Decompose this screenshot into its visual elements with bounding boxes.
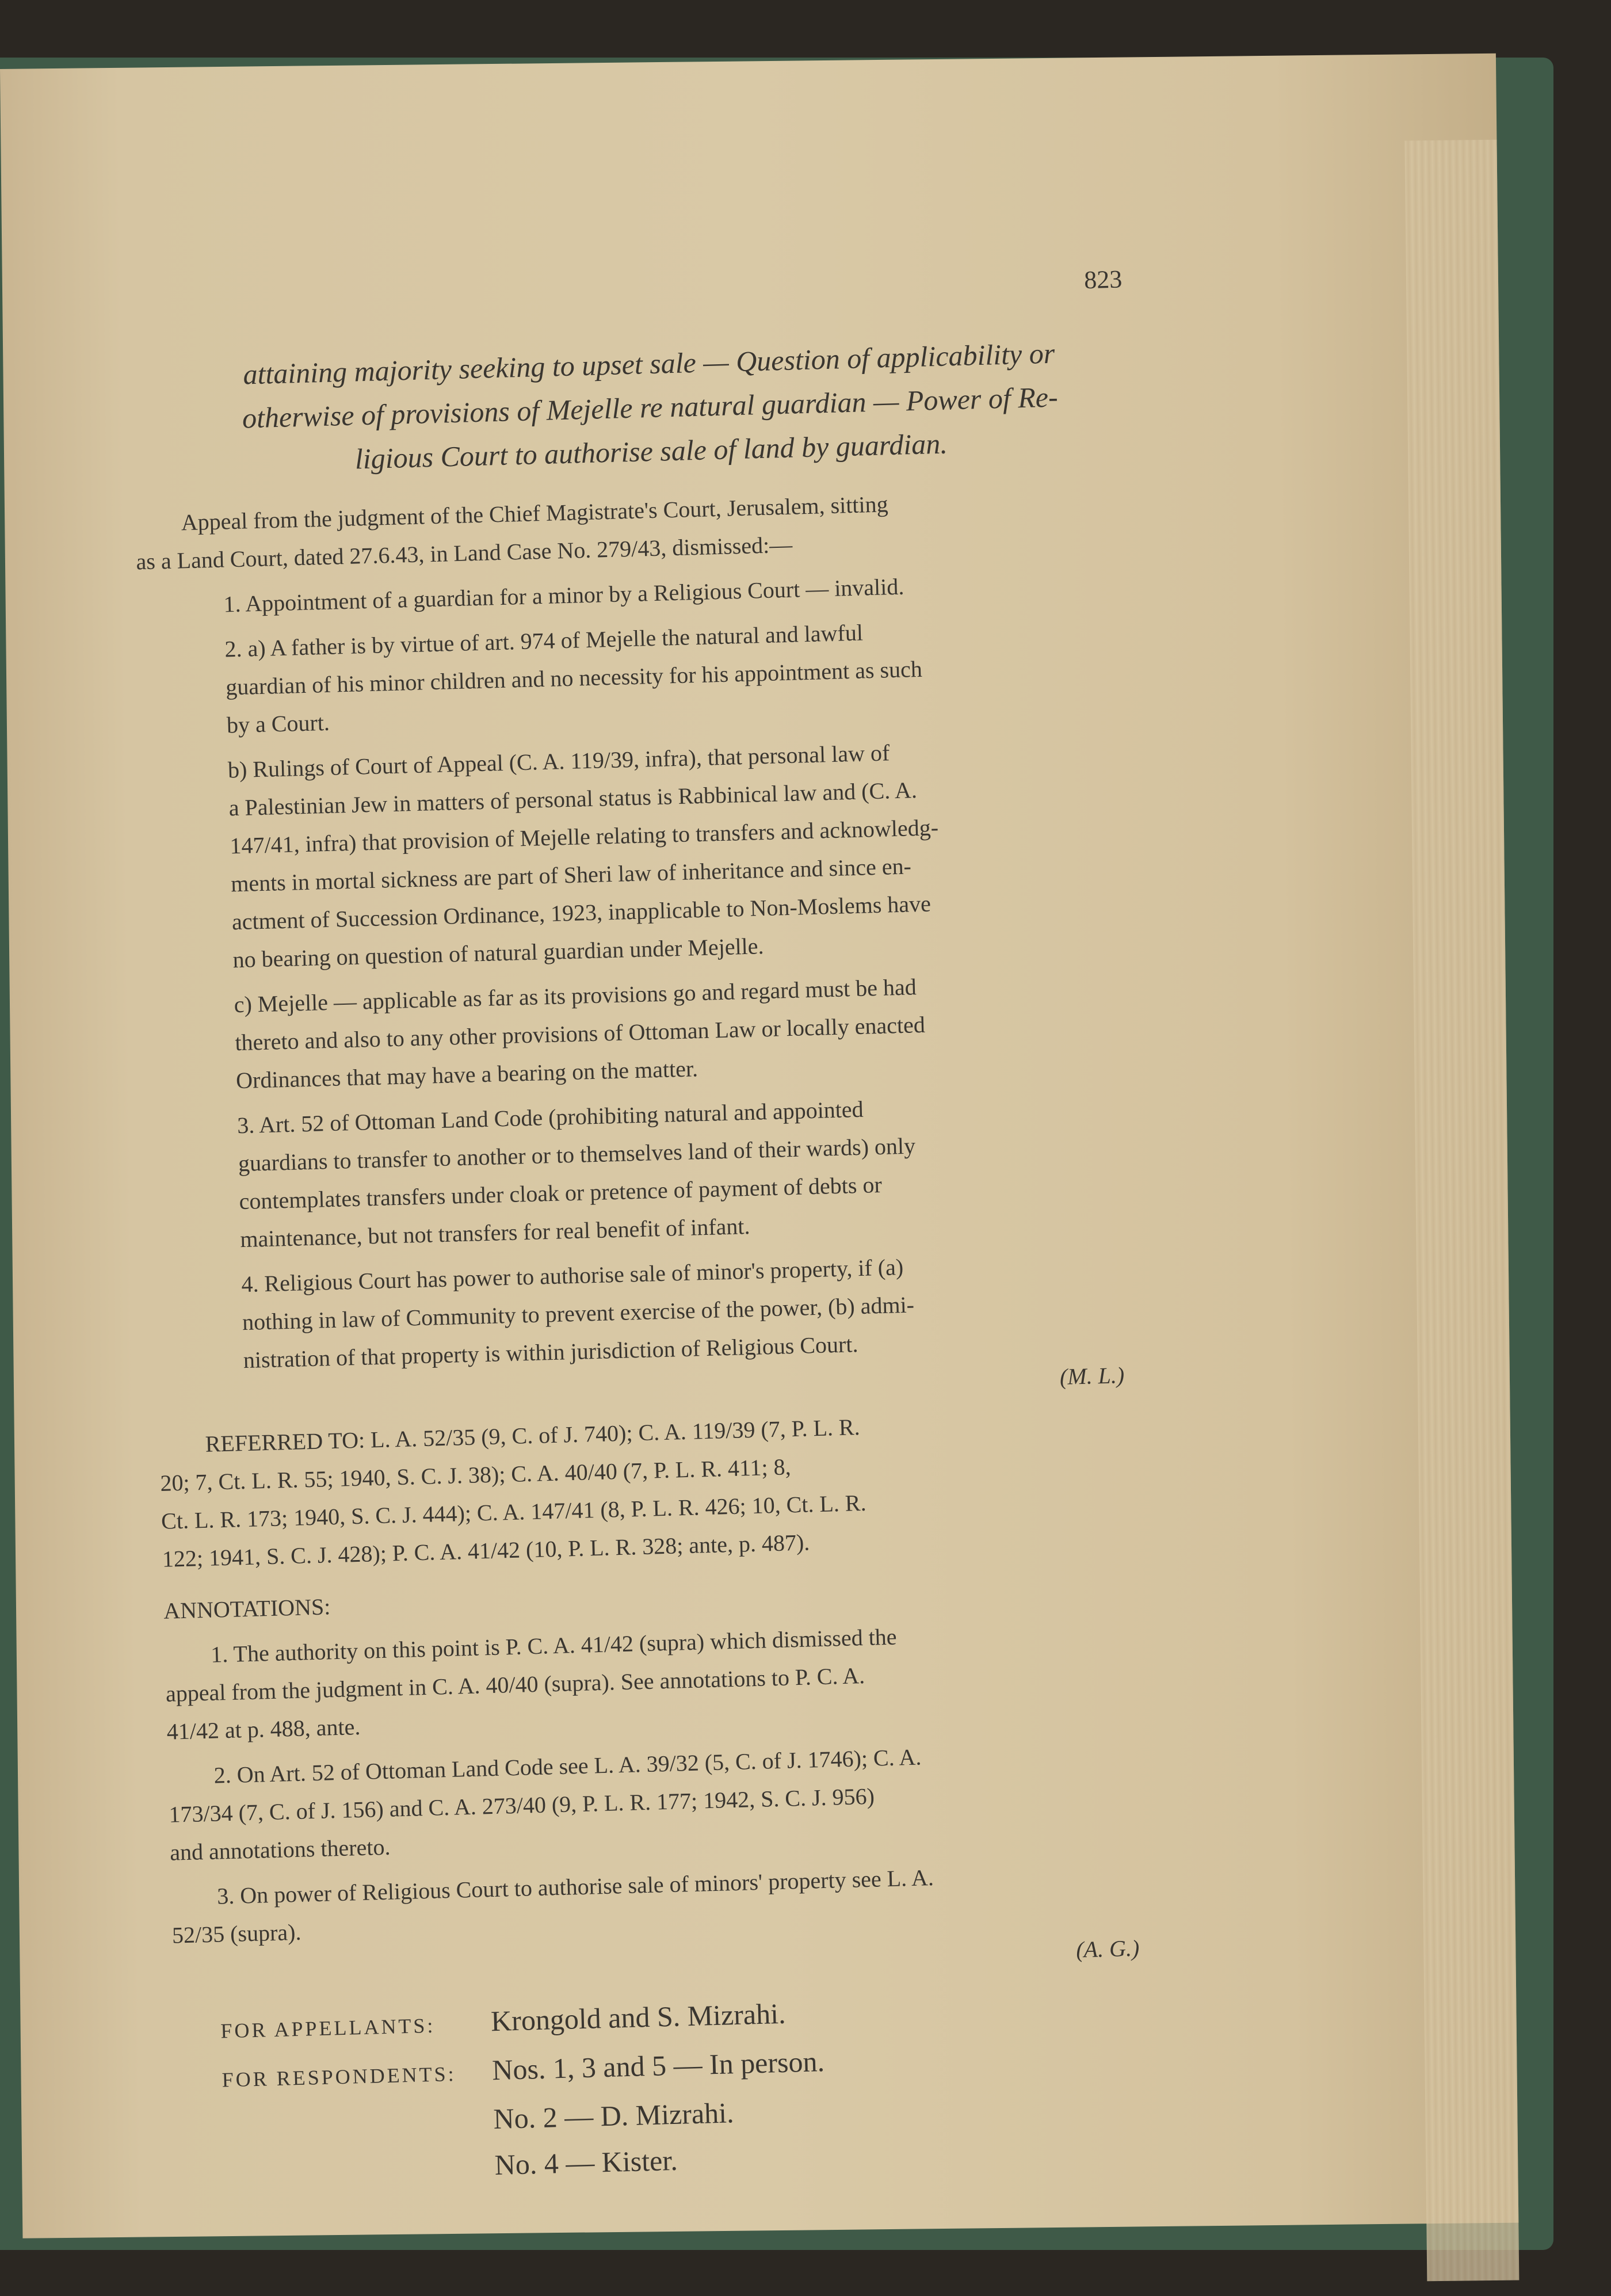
- annotation-line: 52/35 (supra).: [171, 1919, 301, 1948]
- referred-line: 20; 7, Ct. L. R. 55; 1940, S. C. J. 38); C. A. 40/40 (7, P. L. R. 411; 8,: [159, 1454, 792, 1496]
- referred-line: REFERRED TO: L. A. 52/35 (9, C. of J. 740); C. A. 119/39 (7, P. L. R.: [205, 1414, 861, 1457]
- holding-line: by a Court.: [226, 709, 330, 738]
- headnote-line: ligious Court to authorise sale of land by guardian.: [354, 427, 948, 475]
- respondents-line: No. 4 — Kister.: [494, 2144, 678, 2181]
- annotation-line: 3. On power of Religious Court to authorise sale of minors' property see L. A.: [216, 1864, 934, 1909]
- holding-3: [150, 1082, 1189, 1261]
- holdings-initials: (M. L.): [1059, 1362, 1125, 1390]
- respondents-names: Nos. 1, 3 and 5 — In person.: [491, 2045, 825, 2087]
- body: [135, 478, 1214, 2196]
- appellants-label: FOR APPELLANTS:: [220, 2013, 436, 2043]
- referred-line: Ct. L. R. 173; 1940, S. C. J. 444); C. A. 147/41 (8, P. L. R. 426; 10, Ct. L. R.: [161, 1489, 867, 1534]
- annotation-line: 1. The authority on this point is P. C. A. 41/42 (supra) which dismissed the: [210, 1623, 898, 1668]
- respondents-line: No. 2 — D. Mizrahi.: [493, 2096, 735, 2135]
- holding-line: 1. Appointment of a guardian for a minor by a Religious Court — invalid.: [223, 573, 904, 617]
- headnote: [131, 328, 1169, 486]
- referred-line: 122; 1941, S. C. J. 428); P. C. A. 41/42 (10, P. L. R. 328; ante, p. 487).: [162, 1529, 810, 1572]
- holding-line: b) Rulings of Court of Appeal (C. A. 119/39, infra), that personal law of: [227, 739, 890, 783]
- page-text: [127, 185, 1162, 2181]
- holding-line: 2. a) A father is by virtue of art. 974 of Mejelle the natural and lawful: [224, 619, 864, 662]
- annotations-heading: ANNOTATIONS:: [163, 1593, 331, 1624]
- holding-line: Ordinances that may have a bearing on the matter.: [235, 1055, 698, 1094]
- appellants-names: Krongold and S. Mizrahi.: [490, 1997, 787, 2038]
- annotation-line: 2. On Art. 52 of Ottoman Land Code see L. A. 39/32 (5, C. of J. 1746); C. A.: [213, 1744, 922, 1788]
- annotation-line: appeal from the judgment in C. A. 40/40 (supra). See annotations to P. C. A.: [165, 1662, 865, 1707]
- annotation-line: 41/42 at p. 488, ante.: [166, 1713, 361, 1745]
- headnote-line: attaining majority seeking to upset sale — Question of applicability or: [242, 337, 1055, 391]
- holding-line: guardian of his minor children and no necessity for his appointment as such: [225, 655, 923, 700]
- holding-line: thereto and also to any other provisions of Ottoman Law or locally enacted: [234, 1011, 926, 1056]
- holding-line: contemplates transfers under cloak or pretence of payment of debts or: [239, 1171, 883, 1215]
- counsel: [174, 1980, 1214, 2196]
- holding-line: a Palestinian Jew in matters of personal status is Rabbinical law and (C. A.: [228, 777, 918, 821]
- headnote-line: otherwise of provisions of Mejelle re natural guardian — Power of Re-: [242, 380, 1059, 434]
- annotations-initials: (A. G.): [1075, 1935, 1140, 1963]
- holding-line: nothing in law of Community to prevent exercise of the power, (b) admi-: [242, 1291, 915, 1336]
- holding-2b: [141, 726, 1182, 981]
- holding-line: actment of Succession Ordinance, 1923, inapplicable to Non-Moslems have: [231, 890, 932, 935]
- holding-line: guardians to transfer to another or to themselves land of their wards) only: [238, 1132, 916, 1177]
- appeal-line: as a Land Court, dated 27.6.43, in Land Case No. 279/43, dismissed:—: [135, 531, 793, 575]
- holding-line: 147/41, infra) that provision of Mejelle relating to transfers and acknowledg-: [229, 814, 939, 859]
- annotation-line: and annotations thereto.: [169, 1833, 391, 1866]
- holding-line: no bearing on question of natural guardian under Mejelle.: [232, 933, 765, 973]
- respondents-label: FOR RESPONDENTS:: [222, 2062, 457, 2092]
- annotation-line: 173/34 (7, C. of J. 156) and C. A. 273/40 (9, P. L. R. 177; 1942, S. C. J. 956): [168, 1783, 875, 1828]
- holding-line: 4. Religious Court has power to authorise sale of minor's property, if (a): [240, 1254, 904, 1298]
- holding-line: maintenance, but not transfers for real benefit of infant.: [239, 1212, 751, 1253]
- holding-line: c) Mejelle — applicable as far as its provisions go and regard must be had: [234, 974, 917, 1018]
- book-page: [0, 54, 1518, 2238]
- page-number: 823: [1083, 265, 1123, 295]
- referred-to: [159, 1399, 1198, 1578]
- holding-line: nistration of that property is within jurisdiction of Religious Court.: [243, 1331, 858, 1374]
- holding-line: 3. Art. 52 of Ottoman Land Code (prohibiting natural and appointed: [236, 1096, 864, 1139]
- appeal-line: Appeal from the judgment of the Chief Magistrate's Court, Jerusalem, sitting: [181, 491, 889, 536]
- holding-line: ments in mortal sickness are part of Sheri law of inheritance and since en-: [230, 853, 912, 897]
